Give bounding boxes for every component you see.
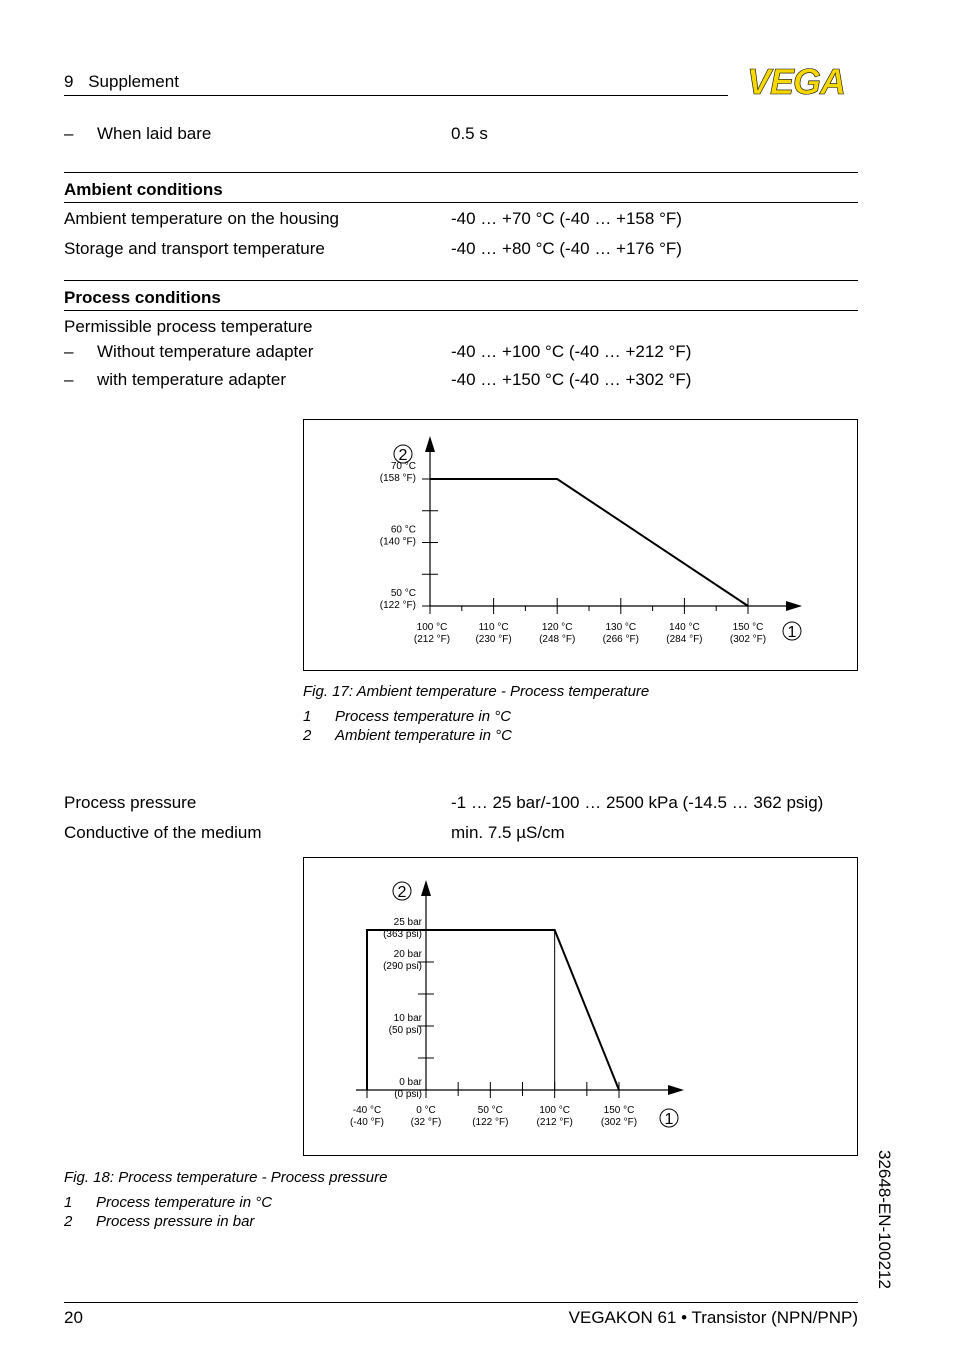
spec-value: -1 … 25 bar/-100 … 2500 kPa (-14.5 … 362 psig) <box>451 793 824 812</box>
series-line <box>430 479 748 606</box>
x-tick-label: 150 °C <box>603 1105 635 1116</box>
y-tick-label: 70 °C <box>390 461 416 472</box>
dash: – <box>64 124 74 143</box>
x-tick-label: 50 °C <box>477 1105 503 1116</box>
y-tick-sublabel: (0 psi) <box>394 1089 422 1100</box>
legend-number: 1 <box>64 1194 73 1211</box>
x-axis-arrow <box>786 601 802 611</box>
x-tick-sublabel: (212 °F) <box>413 634 451 645</box>
y-tick-label: 0 bar <box>399 1077 422 1088</box>
legend-number: 2 <box>303 727 312 744</box>
spec-value: -40 … +70 °C (-40 … +158 °F) <box>451 209 682 228</box>
x-tick-label: 110 °C <box>478 622 509 633</box>
section-header <box>64 72 179 92</box>
x-tick-label: -40 °C <box>352 1105 382 1116</box>
document-number-text: 32648-EN-100212 <box>875 1150 894 1289</box>
x-tick-sublabel: (230 °F) <box>475 634 512 645</box>
x-tick-sublabel: (248 °F) <box>539 634 576 645</box>
x-tick-label: 100 °C <box>539 1105 571 1116</box>
header-rule <box>64 95 728 96</box>
section-rule <box>64 280 858 281</box>
x-tick-sublabel: (212 °F) <box>536 1117 573 1128</box>
x-axis-arrow <box>668 1085 684 1095</box>
ambient-heading: Ambient conditions <box>64 180 223 199</box>
section-rule <box>64 202 858 203</box>
figure-caption: Fig. 17: Ambient temperature - Process temperature <box>303 683 650 700</box>
legend-number: 1 <box>303 708 312 725</box>
spec-value: min. 7.5 µS/cm <box>451 823 565 842</box>
spec-value: 0.5 s <box>451 124 488 143</box>
chart-ambient-vs-process <box>304 420 857 670</box>
spec-label: Ambient temperature on the housing <box>64 209 340 228</box>
legend-text: Process temperature in °C <box>96 1194 273 1211</box>
y-axis-arrow <box>421 880 431 896</box>
spec-label: Without temperature adapter <box>97 342 314 361</box>
x-axis-marker: 1 <box>664 1111 674 1128</box>
x-tick-sublabel: (302 °F) <box>729 634 767 645</box>
x-tick-label: 120 °C <box>541 622 573 633</box>
y-tick-label: 25 bar <box>393 917 422 928</box>
logo-text: VEGA <box>746 64 846 98</box>
vega-logo <box>734 64 858 98</box>
page-number: 20 <box>64 1308 83 1327</box>
y-axis-marker: 2 <box>397 884 407 901</box>
x-tick-label: 130 °C <box>605 622 637 633</box>
figure-18-frame <box>303 857 858 1156</box>
x-tick-sublabel: (32 °F) <box>410 1117 442 1128</box>
legend-text: Process pressure in bar <box>96 1213 255 1230</box>
x-axis-marker: 1 <box>787 624 797 641</box>
spec-value: -40 … +80 °C (-40 … +176 °F) <box>451 239 682 258</box>
x-tick-sublabel: (284 °F) <box>666 634 703 645</box>
y-tick-label: 10 bar <box>393 1013 422 1024</box>
dash: – <box>64 370 74 389</box>
spec-label: with temperature adapter <box>97 370 286 389</box>
figure-17-frame <box>303 419 858 671</box>
spec-label: Conductive of the medium <box>64 823 262 842</box>
y-tick-sublabel: (290 psi) <box>383 961 422 972</box>
legend-number: 2 <box>64 1213 73 1230</box>
process-heading: Process conditions <box>64 288 221 307</box>
x-tick-sublabel: (266 °F) <box>602 634 639 645</box>
spec-label: Permissible process temperature <box>64 317 313 336</box>
section-title: Supplement <box>88 72 179 91</box>
x-tick-sublabel: (302 °F) <box>600 1117 638 1128</box>
spec-label: Storage and transport temperature <box>64 239 325 258</box>
y-tick-sublabel: (50 psi) <box>388 1025 422 1036</box>
spec-label: Process pressure <box>64 793 197 812</box>
x-tick-label: 140 °C <box>669 622 700 633</box>
footer-rule <box>64 1302 858 1303</box>
y-tick-sublabel: (158 °F) <box>379 473 416 484</box>
x-tick-label: 0 °C <box>416 1105 436 1116</box>
spec-label: When laid bare <box>97 124 212 143</box>
y-tick-sublabel: (122 °F) <box>379 600 416 611</box>
section-rule <box>64 310 858 311</box>
legend-text: Ambient temperature in °C <box>335 727 512 744</box>
y-tick-label: 60 °C <box>390 524 416 536</box>
x-tick-label: 100 °C <box>416 622 448 633</box>
spec-value: -40 … +150 °C (-40 … +302 °F) <box>451 370 692 389</box>
dash: – <box>64 342 74 361</box>
figure-caption: Fig. 18: Process temperature - Process pressure <box>64 1169 388 1186</box>
y-axis-marker: 2 <box>398 447 408 464</box>
spec-value: -40 … +100 °C (-40 … +212 °F) <box>451 342 692 361</box>
section-number: 9 <box>64 72 74 91</box>
product-name: VEGAKON 61 • Transistor (NPN/PNP) <box>568 1308 858 1327</box>
y-tick-label: 50 °C <box>390 588 416 599</box>
legend-text: Process temperature in °C <box>335 708 512 725</box>
section-rule <box>64 172 858 173</box>
chart-process-temp-vs-pressure <box>304 858 857 1155</box>
document-number <box>876 1150 894 1350</box>
y-tick-sublabel: (140 °F) <box>379 536 416 548</box>
x-tick-sublabel: (-40 °F) <box>350 1117 384 1128</box>
x-tick-sublabel: (122 °F) <box>472 1117 509 1128</box>
y-tick-label: 20 bar <box>393 949 422 960</box>
y-axis-arrow <box>425 436 435 452</box>
y-tick-sublabel: (363 psi) <box>383 929 422 940</box>
x-tick-label: 150 °C <box>732 622 764 633</box>
